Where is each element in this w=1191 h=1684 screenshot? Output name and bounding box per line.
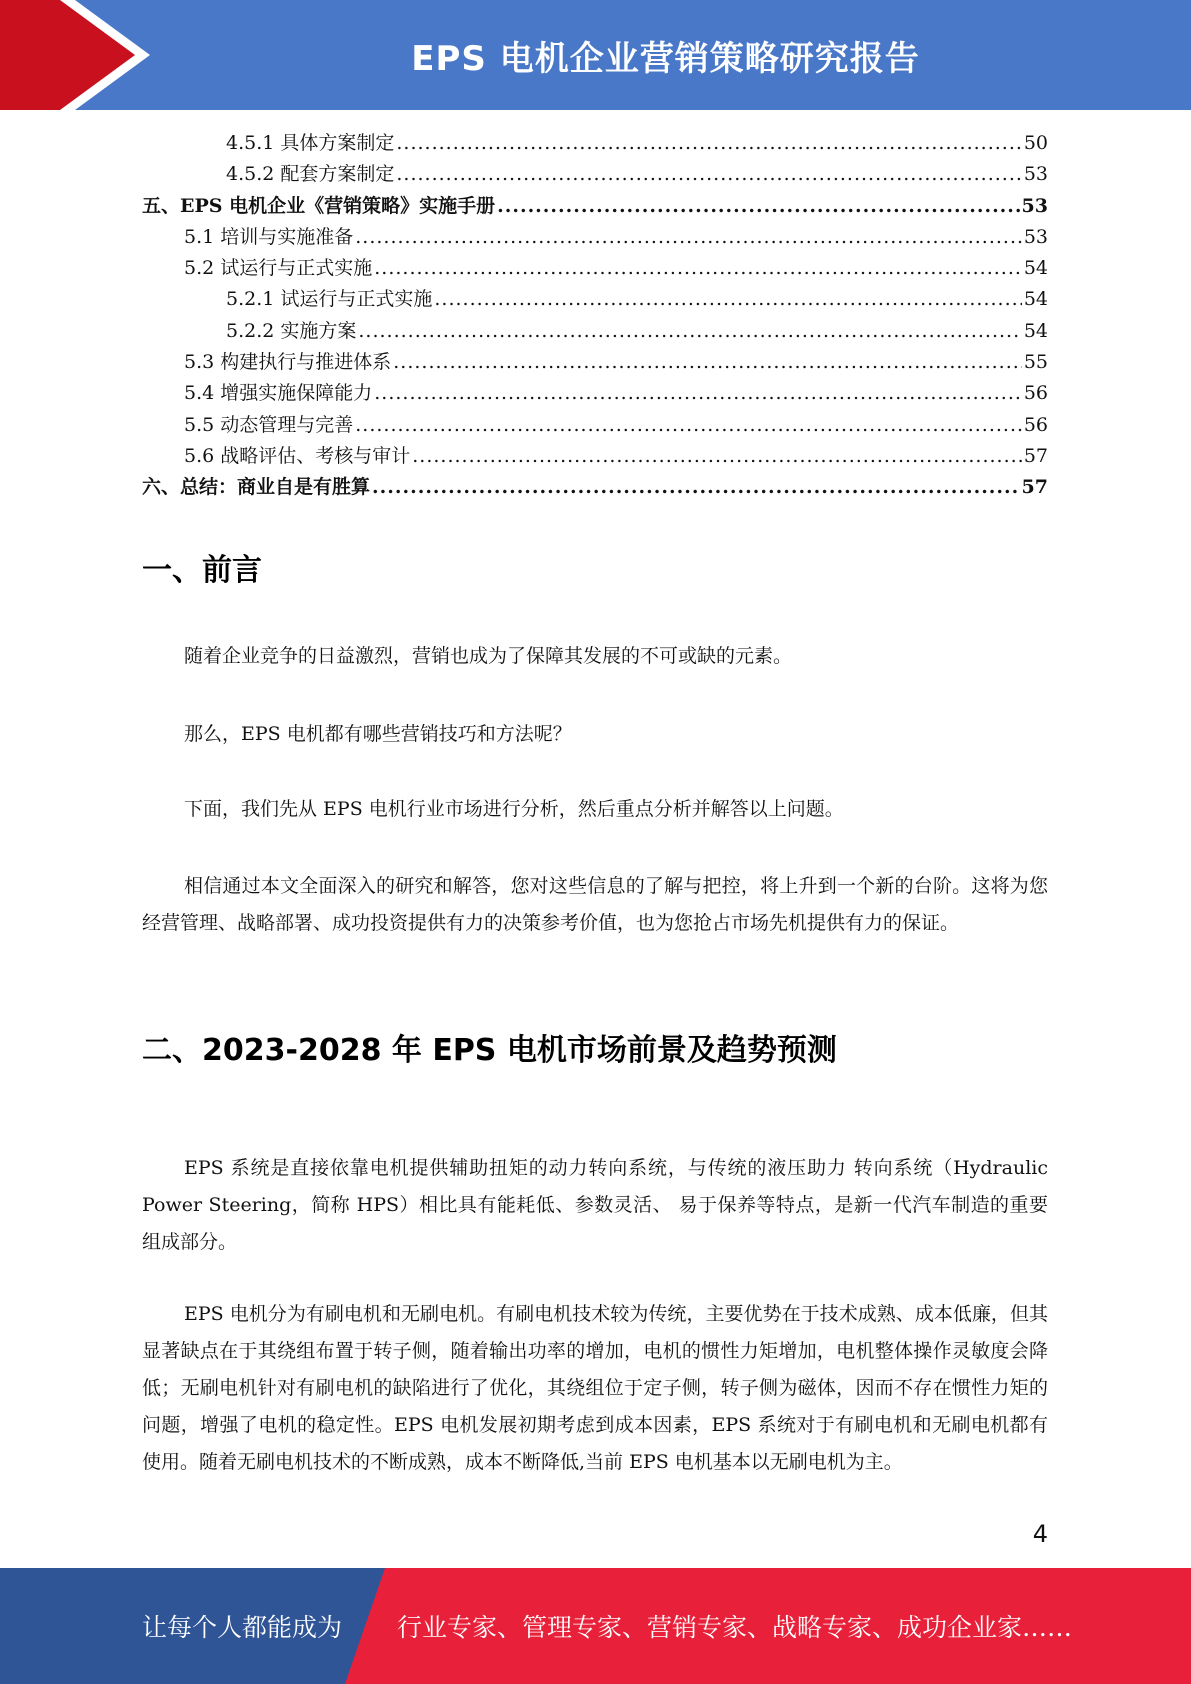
toc-entry-label: 4.5.2 配套方案制定 bbox=[226, 163, 395, 186]
toc-leader-dots bbox=[372, 472, 1020, 503]
toc-entry-page: 57 bbox=[1023, 444, 1048, 467]
toc-entry-page: 55 bbox=[1023, 351, 1048, 374]
paragraph: 下面，我们先从 EPS 电机行业市场进行分析，然后重点分析并解答以上问题。 bbox=[184, 798, 844, 820]
toc-entry[interactable] bbox=[142, 316, 1048, 347]
toc-entry[interactable] bbox=[142, 222, 1048, 253]
toc-entry-page: 53 bbox=[1021, 194, 1048, 217]
section-heading-forecast: 二、2023-2028 年 EPS 电机市场前景及趋势预测 bbox=[142, 1033, 837, 1068]
header-red-chevron bbox=[0, 0, 160, 110]
toc-entry-label: 六、总结：商业自是有胜算 bbox=[142, 476, 371, 499]
toc-entry[interactable] bbox=[142, 410, 1048, 441]
paragraph: 那么，EPS 电机都有哪些营销技巧和方法呢？ bbox=[184, 723, 572, 745]
page-footer bbox=[0, 1568, 1191, 1684]
paragraph: EPS 系统是直接依靠电机提供辅助扭矩的动力转向系统，与传统的液压助力 转向系统（Hydraulic Power Steering，简称 HPS）相比具有能耗低、参数灵活、 易于保养等特点，是新一代汽车制造的重要组成部分。 bbox=[142, 1157, 1048, 1253]
toc-entry-label: 5.2.2 实施方案 bbox=[226, 319, 357, 342]
toc-entry[interactable] bbox=[142, 378, 1048, 409]
toc-entry-page: 56 bbox=[1023, 382, 1048, 405]
toc-leader-dots bbox=[497, 191, 1019, 222]
section-heading-preface: 一、前言 bbox=[142, 553, 262, 588]
page-number: 4 bbox=[1032, 1520, 1048, 1548]
toc-entry[interactable] bbox=[142, 191, 1048, 222]
toc-entry-label: 5.2 试运行与正式实施 bbox=[184, 257, 373, 280]
toc-leader-dots bbox=[374, 253, 1022, 284]
page-header bbox=[0, 0, 1191, 110]
toc-entry-label: 5.5 动态管理与完善 bbox=[184, 413, 354, 436]
toc-entry[interactable] bbox=[142, 159, 1048, 190]
toc-entry-label: 5.2.1 试运行与正式实施 bbox=[226, 288, 433, 311]
toc-entry-page: 57 bbox=[1021, 476, 1048, 499]
toc-entry-label: 4.5.1 具体方案制定 bbox=[226, 132, 395, 154]
toc-entry[interactable] bbox=[142, 472, 1048, 503]
toc-leader-dots bbox=[358, 316, 1021, 347]
toc-entry-page: 56 bbox=[1023, 413, 1048, 436]
toc-entry-page: 54 bbox=[1023, 319, 1048, 342]
footer-slogan-left: 让每个人都能成为 bbox=[142, 1613, 343, 1642]
toc-entry-label: 五、EPS 电机企业《营销策略》实施手册 bbox=[142, 194, 496, 217]
toc-entry[interactable] bbox=[142, 253, 1048, 284]
table-of-contents bbox=[142, 128, 1048, 504]
toc-entry-label: 5.4 增强实施保障能力 bbox=[184, 382, 373, 405]
paragraph: 相信通过本文全面深入的研究和解答，您对这些信息的了解与把控，将上升到一个新的台阶。这将为您经营管理、战略部署、成功投资提供有力的决策参考价值，也为您抢占市场先机提供有力的保证。 bbox=[142, 875, 1048, 934]
toc-leader-dots bbox=[393, 347, 1022, 378]
toc-entry[interactable] bbox=[142, 284, 1048, 315]
toc-entry-label: 5.6 战略评估、考核与审计 bbox=[184, 444, 411, 467]
toc-entry[interactable] bbox=[142, 347, 1048, 378]
toc-entry-page: 53 bbox=[1023, 163, 1048, 186]
toc-leader-dots bbox=[412, 441, 1022, 472]
toc-entry-page: 50 bbox=[1023, 132, 1048, 154]
toc-entry[interactable] bbox=[142, 441, 1048, 472]
toc-leader-dots bbox=[355, 222, 1022, 253]
footer-slogan-right: 行业专家、管理专家、营销专家、战略专家、成功企业家…… bbox=[397, 1613, 1073, 1642]
toc-entry-label: 5.1 培训与实施准备 bbox=[184, 225, 354, 248]
toc-leader-dots bbox=[396, 159, 1021, 190]
toc-entry-page: 54 bbox=[1023, 288, 1048, 311]
paragraph: EPS 电机分为有刷电机和无刷电机。有刷电机技术较为传统，主要优势在于技术成熟、成本低廉，但其显著缺点在于其绕组布置于转子侧，随着输出功率的增加，电机的惯性力矩增加，电机整体操作灵敏度会降低；无刷电机针对有刷电机的缺陷进行了优化，其绕组位于定子侧，转子侧为磁体，因而不存在惯性力矩的问题，增强了电机的稳定性。EPS 电机发展初期考虑到成本因素，EPS 系统对于有刷电机和无刷电机都有使用。随着无刷电机技术的不断成熟，成本不断降低,当前 EPS 电机基本以无刷电机为主。 bbox=[142, 1303, 1048, 1473]
toc-entry-page: 54 bbox=[1023, 257, 1048, 280]
toc-leader-dots bbox=[396, 128, 1021, 159]
paragraph: 随着企业竞争的日益激烈，营销也成为了保障其发展的不可或缺的元素。 bbox=[184, 645, 793, 667]
toc-leader-dots bbox=[374, 378, 1022, 409]
toc-entry-label: 5.3 构建执行与推进体系 bbox=[184, 351, 392, 374]
toc-leader-dots bbox=[434, 284, 1021, 315]
header-title: EPS 电机企业营销策略研究报告 bbox=[411, 38, 920, 79]
toc-leader-dots bbox=[355, 410, 1022, 441]
toc-entry[interactable] bbox=[142, 128, 1048, 159]
toc-entry-page: 53 bbox=[1023, 225, 1048, 248]
